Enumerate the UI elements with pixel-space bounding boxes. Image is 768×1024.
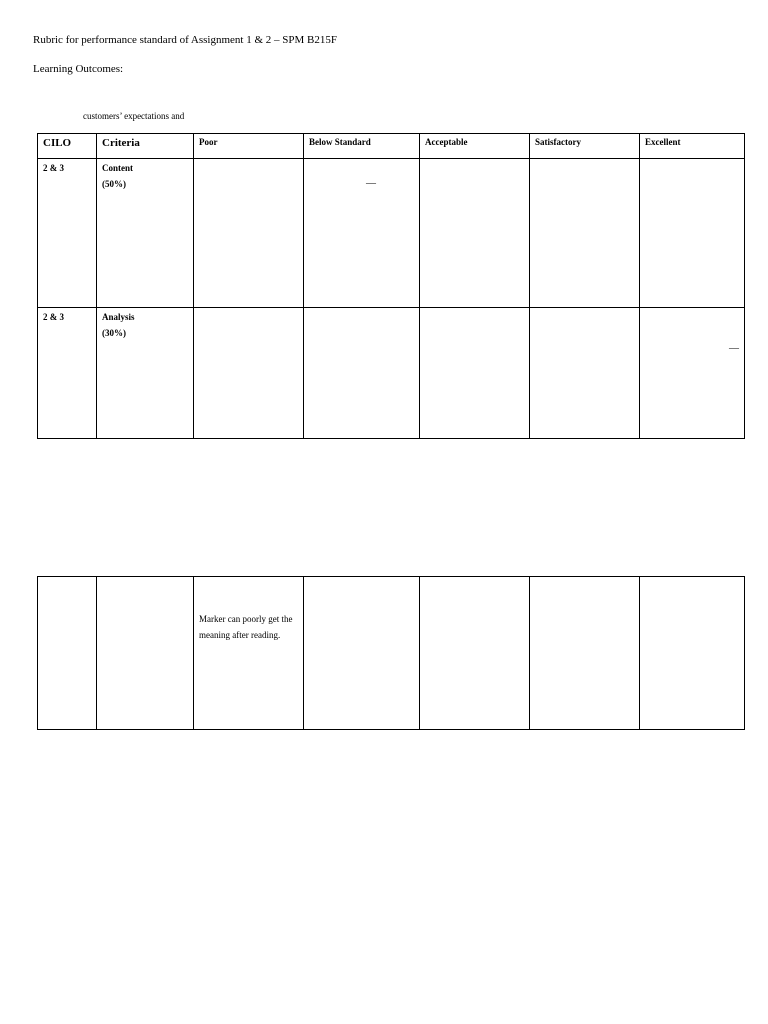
- header-cell-excellent: Excellent: [640, 134, 745, 159]
- poor-cell: [194, 308, 304, 439]
- header-cell-acceptable: Acceptable: [420, 134, 530, 159]
- criteria-cell-analysis: [97, 308, 194, 439]
- satisfactory-cell: [530, 577, 640, 730]
- document-title: Rubric for performance standard of Assignment 1 & 2 – SPM B215F: [33, 34, 337, 46]
- cilo-cell: 2 & 3: [38, 308, 97, 439]
- cilo-cell: [38, 577, 97, 730]
- table-row: [38, 577, 745, 730]
- rubric-table-continued: [37, 576, 745, 730]
- header-cell-criteria: Criteria: [97, 134, 194, 159]
- below-standard-cell: [304, 159, 420, 308]
- poor-description: Marker can poorly get the meaning after reading.: [199, 614, 293, 640]
- poor-cell: [194, 577, 304, 730]
- acceptable-cell: [420, 308, 530, 439]
- header-cell-below-standard: Below Standard: [304, 134, 420, 159]
- dash-mark: —: [366, 178, 376, 189]
- excellent-cell: [640, 577, 745, 730]
- learning-outcome-fragment: customers’ expectations and: [83, 111, 185, 121]
- poor-cell: [194, 159, 304, 308]
- dash-mark: —: [729, 343, 739, 354]
- criteria-weight: (50%): [102, 179, 126, 189]
- cilo-cell: 2 & 3: [38, 159, 97, 308]
- below-standard-cell: [304, 308, 420, 439]
- below-standard-cell: [304, 577, 420, 730]
- rubric-table: [37, 133, 745, 439]
- header-cell-poor: Poor: [194, 134, 304, 159]
- excellent-cell: [640, 308, 745, 439]
- satisfactory-cell: [530, 159, 640, 308]
- criteria-weight: (30%): [102, 328, 126, 338]
- criteria-name: Content: [102, 163, 133, 173]
- acceptable-cell: [420, 577, 530, 730]
- criteria-name: Analysis: [102, 312, 135, 322]
- table-row: [38, 159, 745, 308]
- satisfactory-cell: [530, 308, 640, 439]
- table-row: [38, 308, 745, 439]
- criteria-cell-content: [97, 159, 194, 308]
- acceptable-cell: [420, 159, 530, 308]
- learning-outcomes-label: Learning Outcomes:: [33, 63, 124, 75]
- header-cell-satisfactory: Satisfactory: [530, 134, 640, 159]
- criteria-cell: [97, 577, 194, 730]
- excellent-cell: [640, 159, 745, 308]
- table-header-row: [38, 134, 745, 159]
- header-cell-cilo: CILO: [38, 134, 97, 159]
